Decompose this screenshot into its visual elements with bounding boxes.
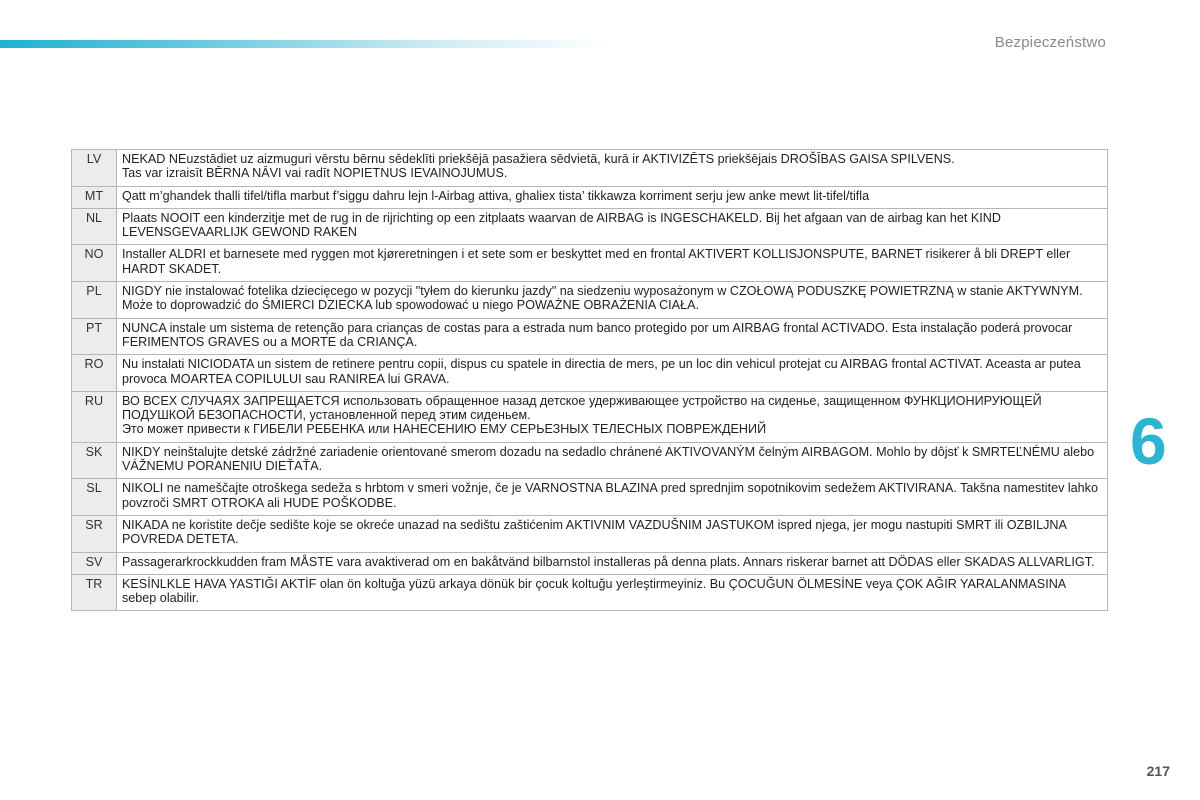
warning-text: ВО ВСЕХ СЛУЧАЯХ ЗАПРЕЩАЕТСЯ использовать обращенное назад детское удерживающее устройство на сиденье, защищенном ФУНКЦИОНИРУЮЩЕЙ ПОДУШКОЙ БЕЗОПАСНОСТИ, установленной перед этим сиденьем. Это может привести к ГИБЕЛИ РЕБЕНКА или НАНЕСЕНИЮ ЕМУ СЕРЬЕЗНЫХ ТЕЛЕСНЫХ ПОВРЕЖДЕНИЙ [117, 391, 1108, 442]
language-code: TR [72, 574, 117, 611]
table-row [72, 150, 1108, 187]
language-code: PT [72, 318, 117, 355]
warning-text: KESİNLKLE HAVA YASTIĞI AKTİF olan ön koltuğa yüzü arkaya dönük bir çocuk koltuğu yerleştirmeyiniz. Bu ÇOCUĞUN ÖLMESİNE veya ÇOK AĞIR YARALANMASINA sebep olabilir. [117, 574, 1108, 611]
language-code: RO [72, 355, 117, 392]
warning-text: NIGDY nie instalować fotelika dziecięcego w pozycji "tyłem do kierunku jazdy" na siedzeniu wyposażonym w CZOŁOWĄ PODUSZKĘ POWIETRZNĄ w stanie AKTYWNYM. Może to doprowadzić do ŚMIERCI DZIECKA lub spowodować u niego POWAŻNE OBRAŻENIA CIAŁA. [117, 282, 1108, 319]
warning-table-body [72, 150, 1108, 611]
warning-text: NIKOLI ne nameščajte otroškega sedeža s hrbtom v smeri vožnje, če je VARNOSTNA BLAZINA pred sprednjim sopotnikovim sedežem AKTIVIRANA. Takšna namestitev lahko povzroči SMRT OTROKA ali HUDE POŠKODBE. [117, 479, 1108, 516]
table-row [72, 515, 1108, 552]
table-row [72, 186, 1108, 208]
language-code: NO [72, 245, 117, 282]
language-code: SV [72, 552, 117, 574]
warning-text: Nu instalati NICIODATA un sistem de retinere pentru copii, dispus cu spatele in directia de mers, pe un loc din vehicul protejat cu AIRBAG frontal ACTIVAT. Aceasta ar putea provoca MOARTEA COPILULUI sau RANIREA lui GRAVA. [117, 355, 1108, 392]
table-row [72, 391, 1108, 442]
table-row [72, 442, 1108, 479]
language-code: LV [72, 150, 117, 187]
airbag-warning-table [71, 149, 1108, 611]
warning-text: NIKDY neinštalujte detské zádržné zariadenie orientované smerom dozadu na sedadlo chránené AKTIVOVANÝM čelným AIRBAGOM. Mohlo by dôjsť k SMRTEĽNÉMU alebo VÁŽNEMU PORANENIU DIEŤAŤA. [117, 442, 1108, 479]
language-code: SR [72, 515, 117, 552]
table-row [72, 479, 1108, 516]
table-row [72, 282, 1108, 319]
page-number: 217 [1146, 763, 1170, 779]
language-code: MT [72, 186, 117, 208]
language-code: NL [72, 208, 117, 245]
table-row [72, 355, 1108, 392]
table-row [72, 574, 1108, 611]
table-row [72, 318, 1108, 355]
table-row [72, 552, 1108, 574]
section-title: Bezpieczeństwo [994, 34, 1106, 51]
language-code: SL [72, 479, 117, 516]
table-row [72, 245, 1108, 282]
language-code: RU [72, 391, 117, 442]
warning-text: Plaats NOOIT een kinderzitje met de rug in de rijrichting op een zitplaats waarvan de AIRBAG is INGESCHAKELD. Bij het afgaan van de airbag kan het KIND LEVENSGEVAARLIJK GEWOND RAKEN [117, 208, 1108, 245]
warning-text: Installer ALDRI et barnesete med ryggen mot kjøreretningen i et sete som er beskyttet med en frontal AKTIVERT KOLLISJONSPUTE, BARNET risikerer å bli DREPT eller HARDT SKADET. [117, 245, 1108, 282]
warning-text: Qatt m’ghandek thalli tifel/tifla marbut f’siggu dahru lejn l-Airbag attiva, ghaliex tista’ tikkawza korriment serju jew anke mewt lit-tifel/tifla [117, 186, 1108, 208]
header-accent-bar [0, 40, 610, 48]
table-row [72, 208, 1108, 245]
warning-text: NEKAD NEuzstādiet uz aizmuguri vērstu bērnu sēdeklīti priekšējā pasažiera sēdvietā, kurā ir AKTIVIZĒTS priekšējais DROŠĪBAS GAISA SPILVENS. Tas var izraisīt BĒRNA NĀVI vai radīt NOPIETNUS IEVAINOJUMUS. [117, 150, 1108, 187]
language-code: SK [72, 442, 117, 479]
language-code: PL [72, 282, 117, 319]
warning-text: NUNCA instale um sistema de retenção para crianças de costas para a estrada num banco protegido por um AIRBAG frontal ACTIVADO. Esta instalação poderá provocar FERIMENTOS GRAVES ou a MORTE da CRIANÇA. [117, 318, 1108, 355]
warning-text: NIKADA ne koristite dečje sedište koje se okreće unazad na sedištu zaštićenim AKTIVNIM VAZDUŠNIM JASTUKOM ispred njega, jer mogu nastupiti SMRT ili OZBILJNA POVREDA DETETA. [117, 515, 1108, 552]
chapter-number: 6 [1130, 404, 1167, 478]
warning-text: Passagerarkrockkudden fram MÅSTE vara avaktiverad om en bakåtvänd bilbarnstol installeras på denna plats. Annars riskerar barnet att DÖDAS eller SKADAS ALLVARLIGT. [117, 552, 1108, 574]
